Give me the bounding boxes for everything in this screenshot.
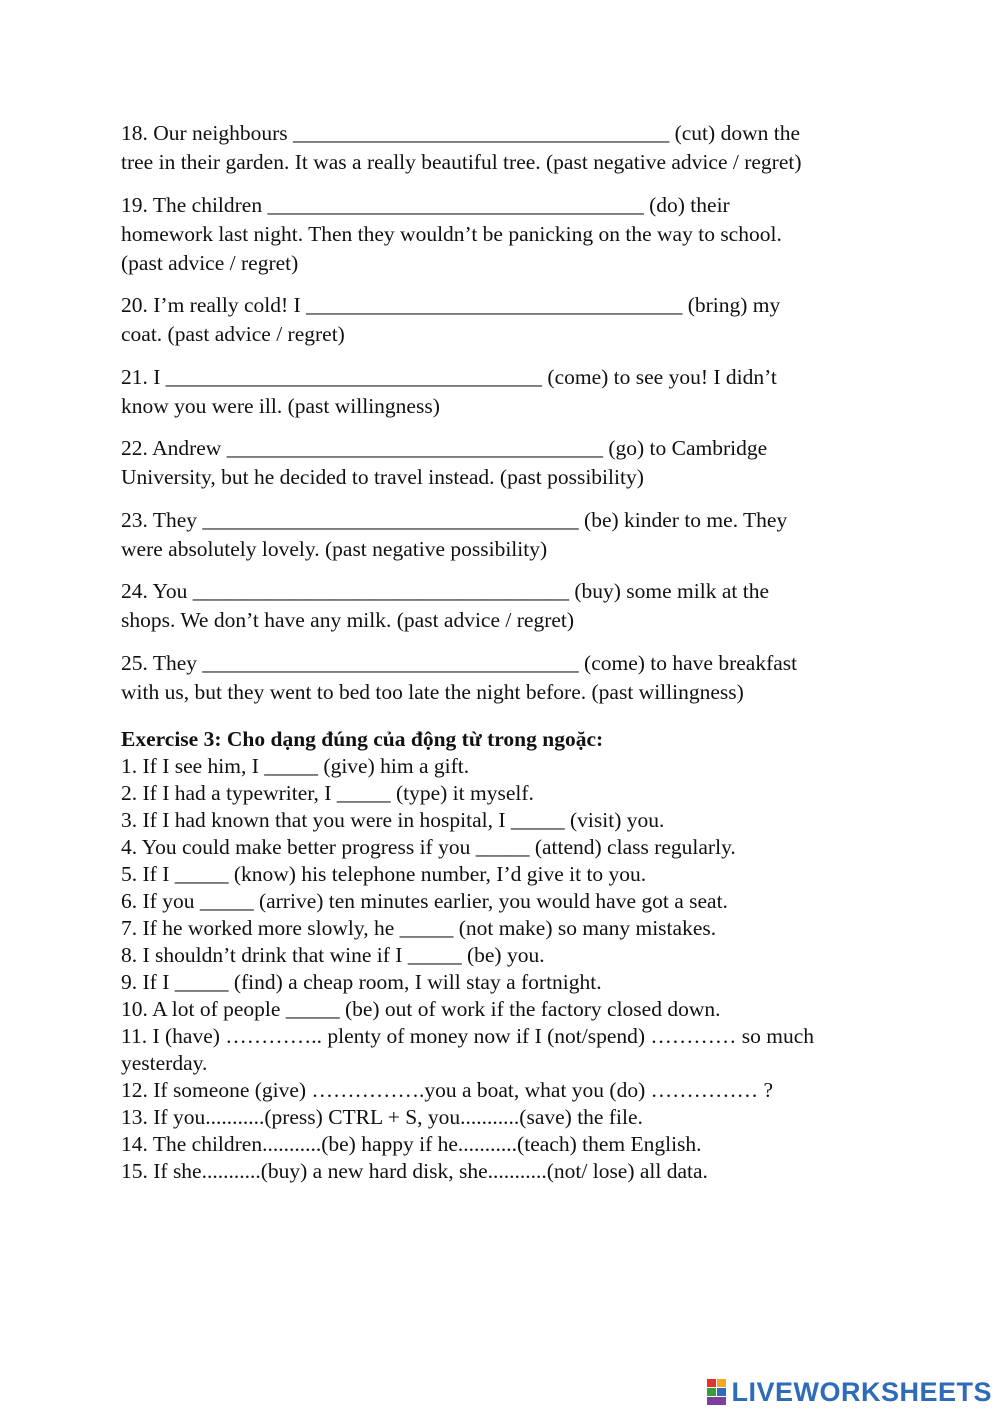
exercise-item-25	[121, 649, 881, 707]
exercise-3-row-12: 12. If someone (give) …………….you a boat, what you (do) …………… ?	[121, 1078, 774, 1102]
exercise-3-row-7: 7. If he worked more slowly, he _____ (not make) so many mistakes.	[121, 916, 717, 940]
exercise-3-row-4: 4. You could make better progress if you _____ (attend) class regularly.	[121, 835, 736, 859]
item-line: 20. I’m really cold! I ___________________________________ (bring) my	[121, 293, 781, 317]
exercise-3-row-8: 8. I shouldn’t drink that wine if I _____ (be) you.	[121, 943, 545, 967]
item-line: homework last night. Then they wouldn’t be panicking on the way to school.	[121, 221, 782, 246]
item-line: coat. (past advice / regret)	[121, 322, 345, 346]
liveworksheets-brand: LIVEWORKSHEETS	[731, 1377, 992, 1407]
item-line: with us, but they went to bed too late the night before. (past willingness)	[121, 679, 744, 704]
exercise-2-items	[121, 119, 881, 720]
exercise-item-21	[121, 363, 881, 421]
liveworksheets-logo-icon	[707, 1379, 727, 1405]
item-line: (past advice / regret)	[121, 250, 299, 275]
item-line: know you were ill. (past willingness)	[121, 393, 440, 418]
exercise-item-24	[121, 577, 881, 635]
exercise-3-row-1: 1. If I see him, I _____ (give) him a gift.	[121, 754, 470, 778]
item-line: University, but he decided to travel instead. (past possibility)	[121, 465, 644, 489]
exercise-item-19	[121, 191, 881, 278]
item-line: 24. You ___________________________________ (buy) some milk at the	[121, 579, 769, 603]
item-line: 19. The children ___________________________________ (do) their	[121, 192, 730, 217]
exercise-item-20	[121, 291, 881, 349]
item-line: were absolutely lovely. (past negative possibility)	[121, 536, 548, 561]
liveworksheets-logo	[707, 1377, 992, 1407]
exercise-3-row-10: 10. A lot of people _____ (be) out of work if the factory closed down.	[121, 997, 721, 1021]
exercise-3-row-11-continued: yesterday.	[121, 1051, 208, 1075]
item-line: shops. We don’t have any milk. (past advice / regret)	[121, 608, 575, 632]
exercise-3-row-5: 5. If I _____ (know) his telephone number, I’d give it to you.	[121, 862, 647, 886]
exercise-item-23	[121, 506, 881, 564]
exercise-3-row-3: 3. If I had known that you were in hospital, I _____ (visit) you.	[121, 808, 665, 832]
item-line: 25. They ___________________________________ (come) to have breakfast	[121, 650, 798, 675]
exercise-item-18	[121, 119, 881, 177]
exercise-3-row-2: 2. If I had a typewriter, I _____ (type) it myself.	[121, 781, 534, 805]
exercise-3	[121, 726, 891, 1185]
exercise-item-22	[121, 434, 881, 492]
exercise-3-row-9: 9. If I _____ (find) a cheap room, I will stay a fortnight.	[121, 970, 602, 994]
exercise-3-heading: Exercise 3: Cho dạng đúng của động từ trong ngoặc:	[121, 727, 604, 751]
item-line: tree in their garden. It was a really beautiful tree. (past negative advice / regret)	[121, 150, 802, 174]
item-line: 18. Our neighbours ___________________________________ (cut) down the	[121, 121, 800, 145]
exercise-3-row-15: 15. If she...........(buy) a new hard disk, she...........(not/ lose) all data.	[121, 1159, 708, 1183]
exercise-3-row-6: 6. If you _____ (arrive) ten minutes earlier, you would have got a seat.	[121, 889, 728, 913]
exercise-3-row-13: 13. If you...........(press) CTRL + S, you...........(save) the file.	[121, 1105, 643, 1129]
item-line: 21. I ___________________________________ (come) to see you! I didn’t	[121, 364, 777, 389]
item-line: 22. Andrew ___________________________________ (go) to Cambridge	[121, 436, 768, 460]
exercise-3-row-14: 14. The children...........(be) happy if he...........(teach) them English.	[121, 1132, 702, 1156]
item-line: 23. They ___________________________________ (be) kinder to me. They	[121, 507, 788, 532]
exercise-3-row-11: 11. I (have) ………….. plenty of money now if I (not/spend) ………… so much	[121, 1024, 815, 1048]
